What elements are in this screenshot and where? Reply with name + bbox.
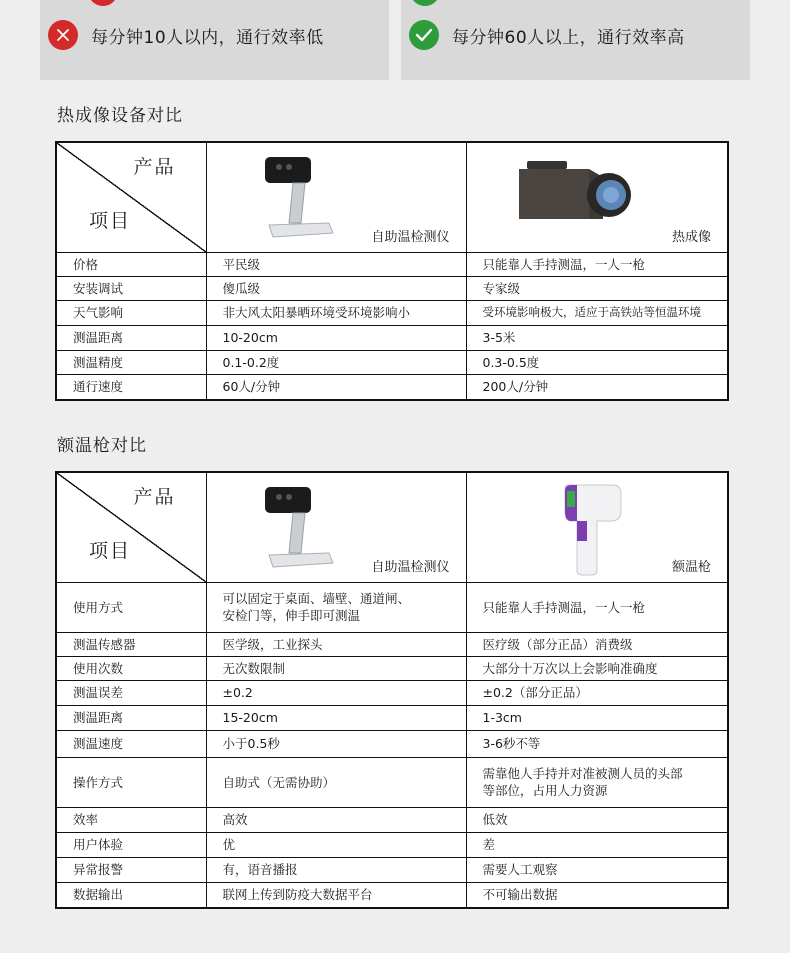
banner-left [40,0,389,80]
row-col1: 无次数限制 [206,656,466,680]
row-col2-line1: 需靠他人手持并对准被测人员的头部 [482,766,683,781]
row-col1: 医学级，工业探头 [206,632,466,656]
table-row [56,680,728,705]
check-icon [409,20,439,50]
product-gun-cell [466,472,728,582]
row-col1: 小于0.5秒 [206,730,466,757]
thermal-comparison-table [55,141,729,401]
row-label: 安装调试 [56,276,206,300]
row-label: 效率 [56,807,206,832]
thermometer-kiosk-image [259,153,339,243]
table-row [56,325,728,350]
table-row [56,730,728,757]
table-row [56,656,728,680]
row-label: 数据输出 [56,882,206,908]
row-col2: 需要人工观察 [466,857,728,882]
row-col2: 3-6秒不等 [466,730,728,757]
col2-caption: 热成像 [671,229,711,245]
table-header-row [56,472,728,582]
row-col1 [206,582,466,632]
col2-caption: 额温枪 [671,559,711,575]
row-col1: 高效 [206,807,466,832]
row-col2: 大部分十万次以上会影响准确度 [466,656,728,680]
row-col1: 自助式（无需协助） [206,757,466,807]
product-self-check-cell [206,142,466,252]
table-row [56,757,728,807]
table-row [56,632,728,656]
x-icon [48,20,78,50]
table-row [56,252,728,276]
row-col1: 非大风太阳暴晒环境受环境影响小 [206,300,466,325]
gun-section-title: 额温枪对比 [57,436,147,456]
row-label: 使用次数 [56,656,206,680]
col1-caption: 自助温检测仪 [371,559,450,575]
banner-right-text: 每分钟60人以上，通行效率高 [452,27,685,48]
product-self-check-cell [206,472,466,582]
row-col2: 医疗级（部分正品）消费级 [466,632,728,656]
corner-header [56,142,206,252]
thermometer-kiosk-image [259,483,339,573]
row-col2: 200人/分钟 [466,374,728,400]
row-label: 异常报警 [56,857,206,882]
check-icon-partial [410,0,440,6]
header-product: 产品 [133,486,176,508]
row-col1: 联网上传到防疫大数据平台 [206,882,466,908]
row-label: 用户体验 [56,832,206,857]
row-col2: 3-5米 [466,325,728,350]
header-item: 项目 [89,209,132,232]
row-col1: 10-20cm [206,325,466,350]
row-col2: 专家级 [466,276,728,300]
table-row [56,832,728,857]
row-col1: 有，语音播报 [206,857,466,882]
banner-right [401,0,750,80]
row-col2: ±0.2（部分正品） [466,680,728,705]
row-col2: 0.3-0.5度 [466,350,728,374]
row-col1: 0.1-0.2度 [206,350,466,374]
header-item: 项目 [89,539,132,562]
table-row [56,705,728,730]
table-row [56,857,728,882]
table-row [56,882,728,908]
row-label: 使用方式 [56,582,206,632]
row-col1-line1: 可以固定于桌面、墙壁、通道闸、 [222,591,411,606]
row-col1: 平民级 [206,252,466,276]
row-label: 价格 [56,252,206,276]
row-label: 测温速度 [56,730,206,757]
col1-caption: 自助温检测仪 [371,229,450,245]
row-label: 通行速度 [56,374,206,400]
row-label: 测温距离 [56,705,206,730]
thermal-camera-image [517,157,637,227]
banner-left-text: 每分钟10人以内，通行效率低 [91,27,324,48]
header-product: 产品 [133,156,176,178]
table-row [56,374,728,400]
row-col2: 差 [466,832,728,857]
row-label: 测温传感器 [56,632,206,656]
product-thermal-cell [466,142,728,252]
row-label: 测温精度 [56,350,206,374]
row-col2: 低效 [466,807,728,832]
row-col2: 只能靠人手持测温，一人一枪 [466,582,728,632]
corner-header [56,472,206,582]
row-col1-line2: 安检门等，伸手即可测温 [222,608,361,623]
thermal-section-title: 热成像设备对比 [57,106,183,126]
row-col1: 60人/分钟 [206,374,466,400]
x-icon-partial [88,0,118,6]
table-header-row [56,142,728,252]
row-col2: 1-3cm [466,705,728,730]
row-col1: 傻瓜级 [206,276,466,300]
row-col1: ±0.2 [206,680,466,705]
row-col2 [466,757,728,807]
gun-comparison-table [55,471,729,909]
row-col1: 15-20cm [206,705,466,730]
table-row [56,276,728,300]
row-col2-line2: 等部位，占用人力资源 [482,783,608,798]
table-row [56,582,728,632]
row-col2: 只能靠人手持测温，一人一枪 [466,252,728,276]
row-label: 测温误差 [56,680,206,705]
row-label: 测温距离 [56,325,206,350]
forehead-thermometer-image [563,481,623,577]
row-col2: 受环境影响极大，适应于高铁站等恒温环境 [466,300,728,325]
row-col1: 优 [206,832,466,857]
table-row [56,807,728,832]
row-label: 操作方式 [56,757,206,807]
row-label: 天气影响 [56,300,206,325]
table-row [56,300,728,325]
table-row [56,350,728,374]
row-col2: 不可输出数据 [466,882,728,908]
